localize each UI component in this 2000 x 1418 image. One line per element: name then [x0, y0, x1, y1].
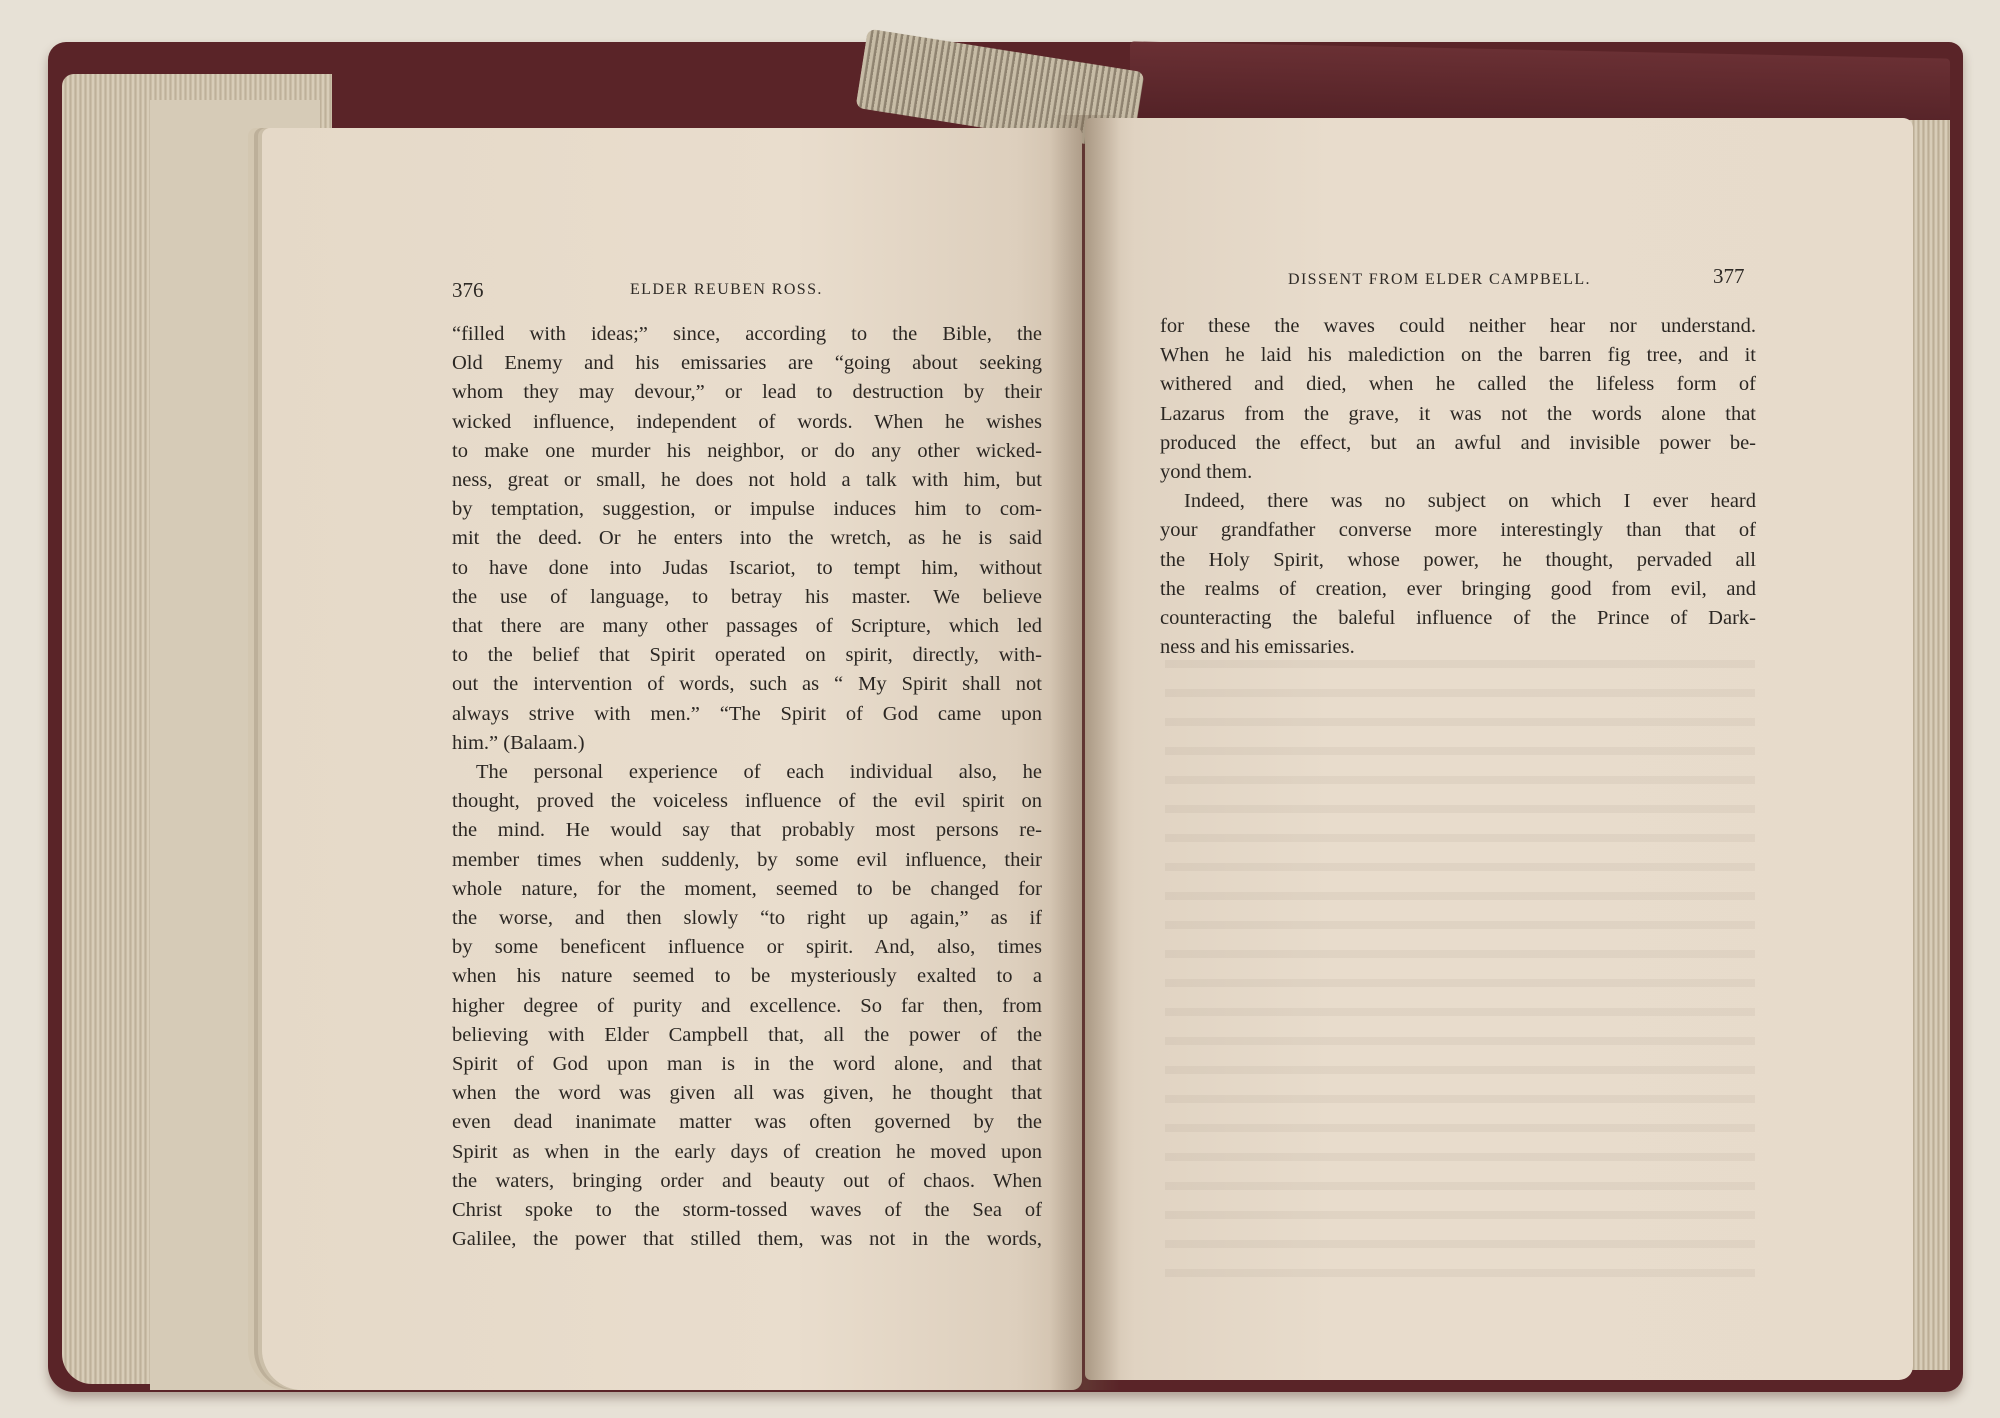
- text-line: withered and died, when he called the lifeless form of: [1160, 373, 1756, 396]
- text-line: whom they may devour,” or lead to destruction by their: [452, 381, 1042, 404]
- text-line: the mind. He would say that probably most persons re-: [452, 819, 1042, 842]
- text-line: produced the effect, but an awful and invisible power be-: [1160, 431, 1756, 454]
- text-line: the use of language, to betray his master. We believe: [452, 585, 1042, 608]
- text-line: the waters, bringing order and beauty out of chaos. When: [452, 1169, 1042, 1192]
- text-line: the worse, and then slowly “to right up again,” as if: [452, 907, 1042, 930]
- text-line: by some beneficent influence or spirit. And, also, times: [452, 936, 1042, 959]
- text-line: Lazarus from the grave, it was not the words alone that: [1160, 402, 1756, 425]
- text-line: Spirit as when in the early days of creation he moved upon: [452, 1140, 1042, 1163]
- text-line: thought, proved the voiceless influence of the evil spirit on: [452, 790, 1042, 813]
- text-line: the realms of creation, ever bringing good from evil, and: [1160, 577, 1756, 600]
- text-line: counteracting the baleful influence of the Prince of Dark-: [1160, 607, 1756, 630]
- text-line: When he laid his malediction on the barren fig tree, and it: [1160, 344, 1756, 367]
- text-line: Galilee, the power that stilled them, was not in the words,: [452, 1228, 1042, 1251]
- text-line: Spirit of God upon man is in the word alone, and that: [452, 1053, 1042, 1076]
- text-line: wicked influence, independent of words. When he wishes: [452, 410, 1042, 433]
- text-line: him.” (Balaam.): [452, 731, 585, 754]
- text-line: to make one murder his neighbor, or do any other wicked-: [452, 439, 1042, 462]
- text-line: whole nature, for the moment, seemed to be changed for: [452, 877, 1042, 900]
- text-line: “filled with ideas;” since, according to the Bible, the: [452, 323, 1042, 345]
- text-line: to the belief that Spirit operated on spirit, directly, with-: [452, 644, 1042, 667]
- text-line: member times when suddenly, by some evil influence, their: [452, 848, 1042, 871]
- text-line: always strive with men.” “The Spirit of God came upon: [452, 702, 1042, 725]
- text-line: for these the waves could neither hear nor understand.: [1160, 315, 1756, 337]
- text-line: believing with Elder Campbell that, all the power of the: [452, 1023, 1042, 1046]
- page-number-right: 377: [1713, 264, 1745, 288]
- right-page: [1085, 118, 1913, 1380]
- text-line: higher degree of purity and excellence. So far then, from: [452, 994, 1042, 1017]
- text-line: Christ spoke to the storm-tossed waves of the Sea of: [452, 1199, 1042, 1222]
- text-line: ness, great or small, he does not hold a talk with him, but: [452, 469, 1042, 492]
- text-line: when his nature seemed to be mysteriously exalted to a: [452, 965, 1042, 988]
- text-line: the Holy Spirit, whose power, he thought, pervaded all: [1160, 548, 1756, 571]
- text-line: that there are many other passages of Scripture, which led: [452, 615, 1042, 638]
- text-line: by temptation, suggestion, or impulse induces him to com-: [452, 498, 1042, 521]
- running-head-right: DISSENT FROM ELDER CAMPBELL.: [1288, 271, 1591, 288]
- text-line: out the intervention of words, such as “ My Spirit shall not: [452, 673, 1042, 696]
- left-page-text: [452, 320, 1042, 1255]
- text-line: Old Enemy and his emissaries are “going about seeking: [452, 352, 1042, 375]
- page-number-left: 376: [452, 278, 484, 302]
- text-line: mit the deed. Or he enters into the wretch, as he is said: [452, 527, 1042, 550]
- text-line: when the word was given all was given, he thought that: [452, 1082, 1042, 1105]
- running-head-left: ELDER REUBEN ROSS.: [630, 281, 823, 298]
- text-line: to have done into Judas Iscariot, to tempt him, without: [452, 556, 1042, 579]
- text-line: even dead inanimate matter was often governed by the: [452, 1111, 1042, 1134]
- right-page-text: [1160, 312, 1756, 662]
- text-line: Indeed, there was no subject on which I ever heard: [1184, 490, 1756, 513]
- text-line: yond them.: [1160, 461, 1253, 484]
- text-line: ness and his emissaries.: [1160, 636, 1355, 659]
- text-line: your grandfather converse more interestingly than that of: [1160, 519, 1756, 542]
- text-line: The personal experience of each individual also, he: [476, 761, 1042, 784]
